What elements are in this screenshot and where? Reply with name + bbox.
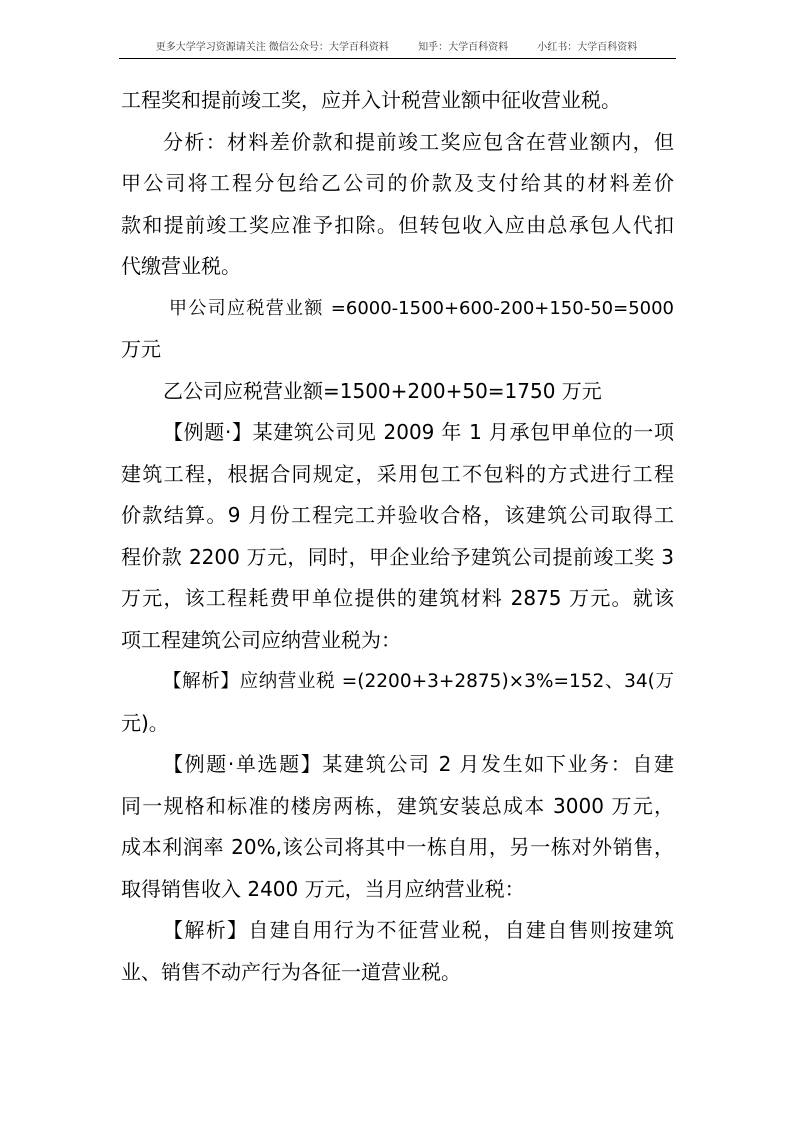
- body-line: 款和提前竣工奖应准予扣除。但转包收入应由总承包人代扣: [121, 212, 674, 237]
- body-line: 万元，该工程耗费甲单位提供的建筑材料 2875 万元。就该: [121, 586, 674, 610]
- body-line: 工程奖和提前竣工奖，应并入计税营业额中征收营业税。: [121, 88, 621, 112]
- body-line: 取得销售收入 2400 万元，当月应纳营业税：: [121, 876, 525, 901]
- body-line: 程价款 2200 万元，同时，甲企业给予建筑公司提前竣工奖 3: [121, 544, 674, 569]
- body-line: 甲公司将工程分包给乙公司的价款及支付给其的材料差价: [121, 171, 674, 195]
- body-line: 元)。: [121, 710, 169, 735]
- body-line: 【解析】自建自用行为不征营业税，自建自售则按建筑: [163, 918, 674, 942]
- header-zhihu: 知乎：大学百科资料: [418, 42, 509, 53]
- body-line: 【例题·】某建筑公司见 2009 年 1 月承包甲单位的一项: [163, 420, 674, 444]
- page-header: [0, 38, 793, 53]
- header-xiaohongshu: 小红书：大学百科资料: [537, 42, 638, 53]
- body-line: 乙公司应税营业额=1500+200+50=1750 万元: [163, 378, 602, 403]
- body-line: 代缴营业税。: [121, 254, 241, 278]
- header-divider: [119, 58, 676, 59]
- document-body: [121, 80, 674, 993]
- body-line: 成本利润率 20%,该公司将其中一栋自用，另一栋对外销售，: [121, 835, 674, 859]
- body-line: 同一规格和标准的楼房两栋，建筑安装总成本 3000 万元，: [121, 793, 674, 818]
- header-wechat: 更多大学学习资源请关注 微信公众号：大学百科资料: [155, 42, 389, 53]
- body-line: 项工程建筑公司应纳营业税为：: [121, 627, 401, 652]
- body-line: 业、销售不动产行为各征一道营业税。: [121, 959, 461, 984]
- body-line: 【例题·单选题】某建筑公司 2 月发生如下业务：自建: [163, 752, 674, 776]
- body-line: 分析：材料差价款和提前竣工奖应包含在营业额内，但: [163, 129, 674, 154]
- body-line: 万元: [121, 337, 161, 361]
- body-line: 价款结算。9 月份工程完工并验收合格，该建筑公司取得工: [121, 503, 674, 527]
- body-line: 甲公司应税营业额 =6000-1500+600-200+150-50=5000: [169, 297, 674, 319]
- body-line: 建筑工程，根据合同规定，采用包工不包料的方式进行工程: [121, 461, 674, 486]
- body-line: 【解析】应纳营业税 =(2200+3+2875)×3%=152、34(万: [163, 671, 674, 692]
